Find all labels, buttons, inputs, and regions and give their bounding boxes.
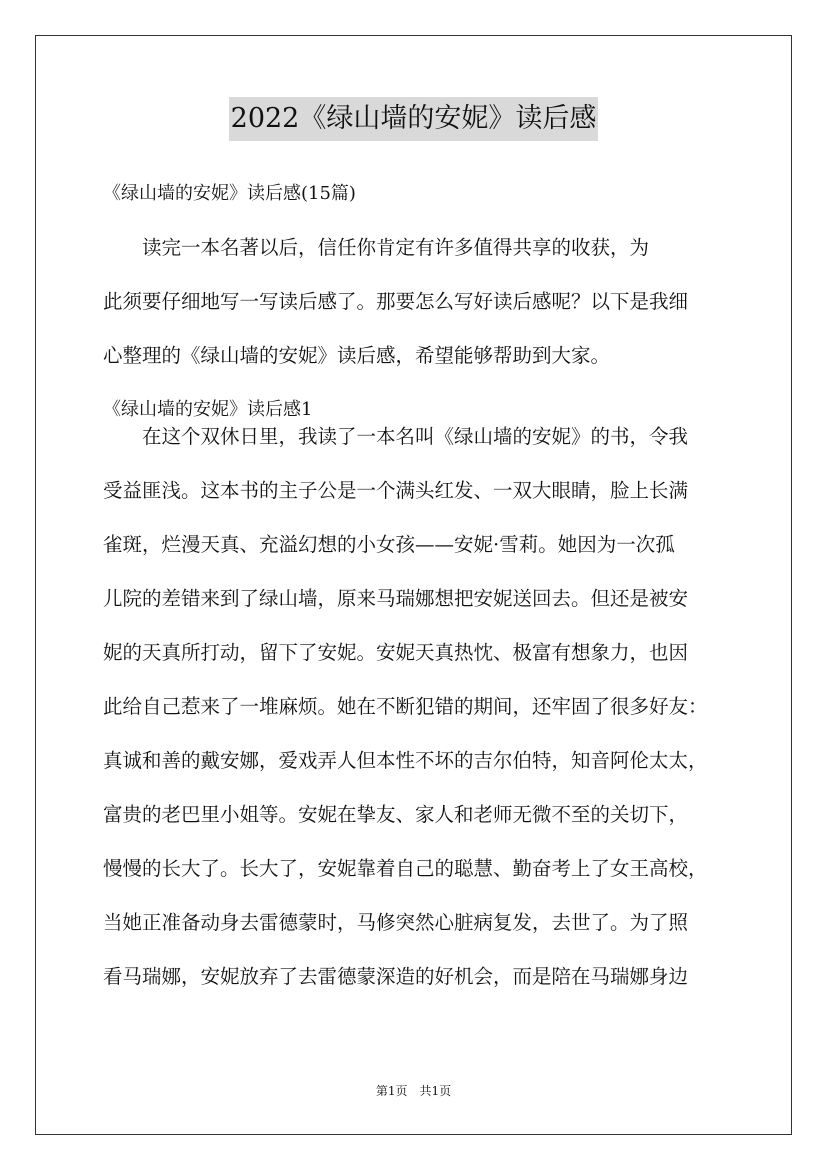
document-title: 2022《绿山墙的安妮》读后感 xyxy=(229,97,599,141)
body-line: 在这个双休日里，我读了一本名叫《绿山墙的安妮》的书，令我 xyxy=(103,425,689,448)
document-subtitle: 《绿山墙的安妮》读后感(15篇) xyxy=(103,183,356,204)
page-footer: 第1页 共1页 xyxy=(375,1084,452,1098)
body-line: 当她正准备动身去雷德蒙时，马修突然心脏病复发，去世了。为了照 xyxy=(103,911,689,934)
body-line: 看马瑞娜，安妮放弃了去雷德蒙深造的好机会，而是陪在马瑞娜身边 xyxy=(103,965,689,988)
body-line: 妮的天真所打动，留下了安妮。安妮天真热忱、极富有想象力，也因 xyxy=(103,641,689,664)
title-container xyxy=(0,97,827,141)
intro-line: 心整理的《绿山墙的安妮》读后感，希望能够帮助到大家。 xyxy=(103,344,611,367)
intro-line: 读完一本名著以后，信任你肯定有许多值得共享的收获，为 xyxy=(103,236,650,259)
body-line: 儿院的差错来到了绿山墙，原来马瑞娜想把安妮送回去。但还是被安 xyxy=(103,587,689,610)
body-line: 真诚和善的戴安娜，爱戏弄人但本性不坏的吉尔伯特，知音阿伦太太， xyxy=(103,749,708,772)
body-line: 富贵的老巴里小姐等。安妮在挚友、家人和老师无微不至的关切下， xyxy=(103,803,689,826)
body-line: 此给自己惹来了一堆麻烦。她在不断犯错的期间，还牢固了很多好友： xyxy=(103,695,708,718)
body-line: 受益匪浅。这本书的主子公是一个满头红发、一双大眼睛，脸上长满 xyxy=(103,479,689,502)
body-line: 慢慢的长大了。长大了，安妮靠着自己的聪慧、勤奋考上了女王高校， xyxy=(103,857,708,880)
intro-paragraph xyxy=(103,221,743,383)
section-heading: 《绿山墙的安妮》读后感1 xyxy=(103,399,313,420)
body-paragraph xyxy=(103,410,743,1004)
body-line: 雀斑，烂漫天真、充溢幻想的小女孩——安妮·雪莉。她因为一次孤 xyxy=(103,533,675,556)
intro-line: 此须要仔细地写一写读后感了。那要怎么写好读后感呢？以下是我细 xyxy=(103,290,689,313)
